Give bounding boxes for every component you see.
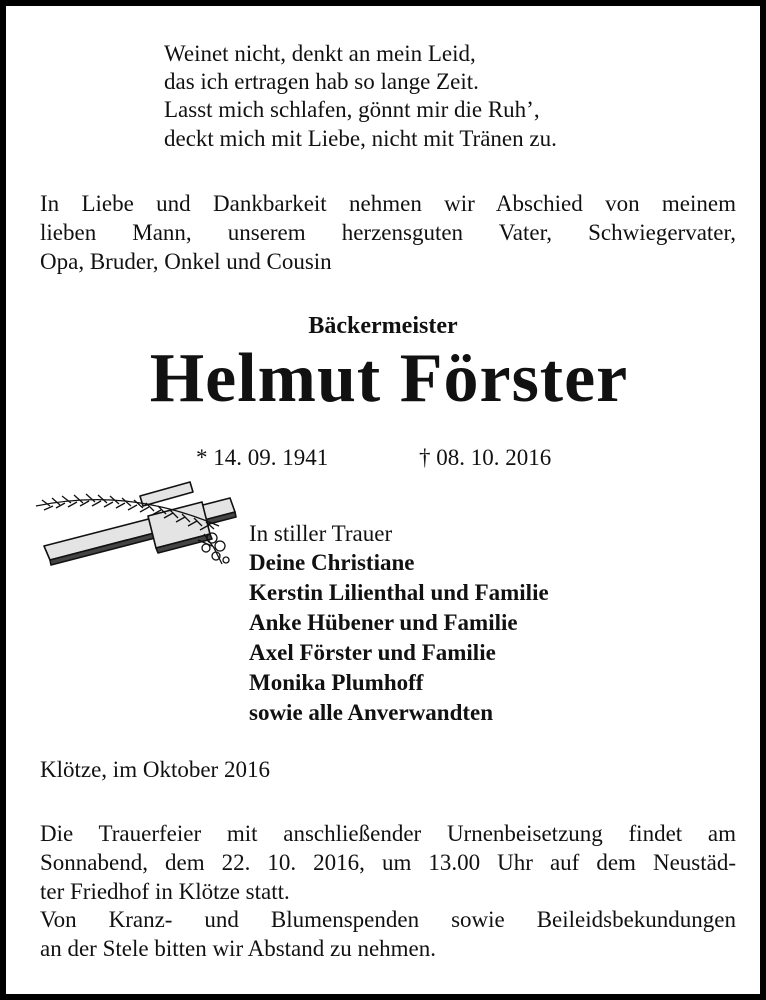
poem-line: deckt mich mit Liebe, nicht mit Tränen zu.: [164, 126, 557, 151]
death-date: † 08. 10. 2016: [419, 445, 552, 470]
poem-line: Weinet nicht, denkt an mein Leid,: [164, 41, 476, 66]
funeral-info-line: Sonnabend, dem 22. 10. 2016, um 13.00 Uhr auf dem Neustäd-: [40, 850, 736, 875]
poem-line: das ich ertragen hab so lange Zeit.: [164, 69, 479, 94]
birth-date: * 14. 09. 1941: [196, 445, 329, 470]
funeral-info-line: Die Trauerfeier mit anschließender Urnenbeisetzung findet am: [40, 821, 736, 846]
funeral-info-line: an der Stele bitten wir Abstand zu nehmen.: [40, 936, 437, 961]
mourner-name: Monika Plumhoff: [249, 670, 424, 695]
intro-line: lieben Mann, unserem herzensguten Vater, Schwiegervater,: [40, 220, 736, 245]
occupation: Bäckermeister: [308, 313, 458, 339]
mourners-heading: In stiller Trauer: [249, 521, 393, 546]
poem-line: Lasst mich schlafen, gönnt mir die Ruh’,: [164, 97, 540, 122]
intro-line: Opa, Bruder, Onkel und Cousin: [40, 249, 332, 274]
cross-icon: [34, 476, 242, 576]
mourner-name: sowie alle Anverwandten: [249, 700, 494, 725]
funeral-info-line: Von Kranz- und Blumenspenden sowie Beileidsbekundungen: [40, 907, 736, 932]
funeral-info-line: ter Friedhof in Klötze statt.: [40, 879, 290, 904]
place-date: Klötze, im Oktober 2016: [40, 757, 270, 782]
intro-line: In Liebe und Dankbarkeit nehmen wir Abschied von meinem: [40, 191, 736, 216]
mourner-name: Axel Förster und Familie: [249, 640, 496, 665]
mourner-name: Kerstin Lilienthal und Familie: [249, 580, 549, 605]
deceased-name: Helmut Förster: [149, 340, 629, 417]
mourner-name: Anke Hübener und Familie: [249, 610, 518, 635]
mourner-name: Deine Christiane: [249, 550, 415, 575]
